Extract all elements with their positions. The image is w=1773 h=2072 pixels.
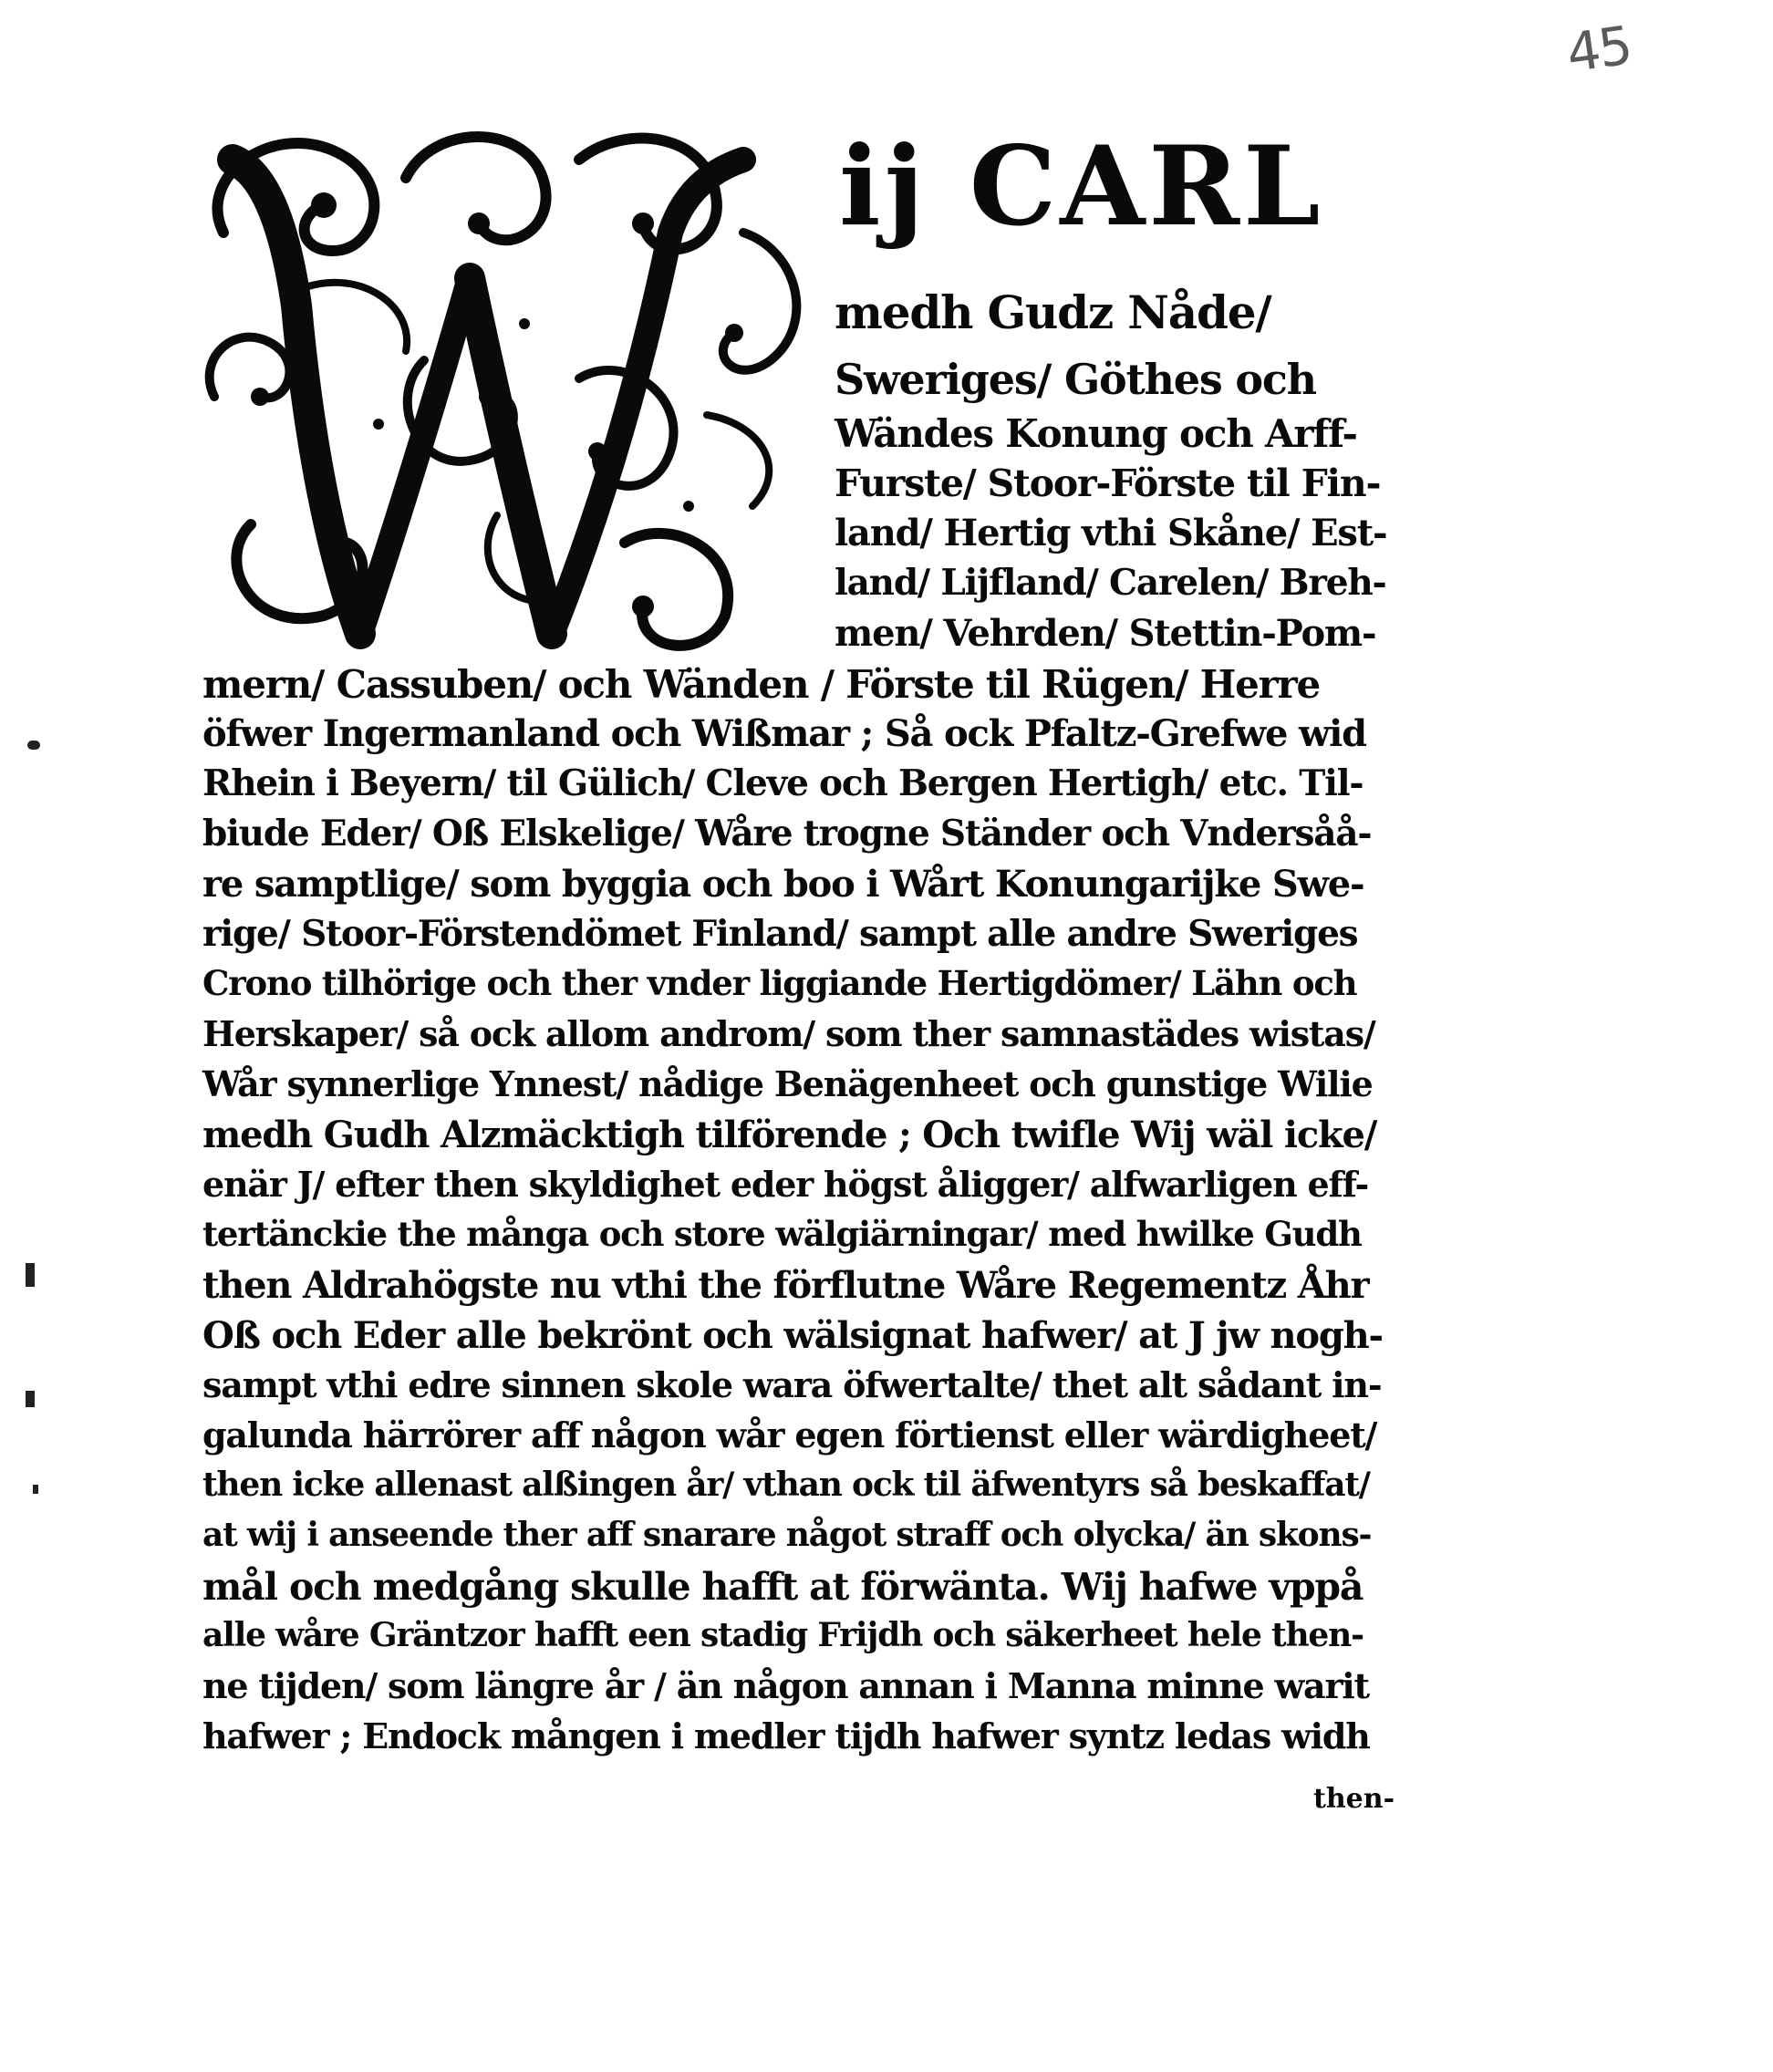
text-line: alle wåre Gräntzor hafft een stadig Frijdh och säkerheet hele then- — [202, 1616, 1363, 1654]
text-line: Crono tilhörige och ther vnder liggiande Hertigdömer/ Lähn och — [202, 963, 1357, 1003]
text-line: Rhein i Beyern/ til Gülich/ Cleve och Bergen Hertigh/ etc. Til- — [202, 762, 1363, 804]
text-line: land/ Lijfland/ Carelen/ Breh- — [835, 562, 1386, 604]
text-line: Herskaper/ så ock allom androm/ som ther samnastädes wistas/ — [202, 1013, 1375, 1054]
text-line: sampt vthi edre sinnen skole wara öfwertalte/ thet alt sådant in- — [202, 1364, 1382, 1405]
document-title: ij CARL — [839, 122, 1324, 251]
text-line: Wändes Konung och Arff- — [835, 411, 1357, 456]
text-line: öfwer Ingermanland och Wißmar ; Så ock Pfaltz-Grefwe wid — [202, 712, 1366, 755]
text-line: land/ Hertig vthi Skåne/ Est- — [835, 512, 1387, 554]
text-line: enär J/ efter then skyldighet eder högst åligger/ alfwarligen eff- — [202, 1164, 1369, 1205]
catchword: then- — [1313, 1783, 1395, 1815]
text-line: then Aldrahögste nu vthi the förflutne Wåre Regementz Åhr — [202, 1264, 1369, 1307]
text-line: Oß och Eder alle bekrönt och wälsignat hafwer/ at J jw nogh- — [202, 1314, 1383, 1357]
text-line: hafwer ; Endock mången i medler tijdh hafwer syntz ledas widh — [202, 1715, 1370, 1756]
margin-speck — [26, 1391, 35, 1407]
text-line: biude Eder/ Oß Elskelige/ Wåre trogne Ständer och Vndersåå- — [202, 813, 1372, 855]
text-line: medh Gudz Nåde/ — [835, 285, 1271, 339]
text-line: galunda härrörer aff någon wår egen förtienst eller wärdigheet/ — [202, 1414, 1377, 1456]
text-line: mern/ Cassuben/ och Wänden / Förste til Rügen/ Herre — [202, 662, 1321, 707]
text-line: Sweriges/ Göthes och — [835, 355, 1316, 404]
text-line: at wij i anseende ther aff snarare något straff och olycka/ än skons- — [202, 1516, 1372, 1554]
margin-speck — [33, 1485, 38, 1494]
text-line: ne tijden/ som längre år / än någon annan i Manna minne warit — [202, 1665, 1369, 1706]
text-line: medh Gudh Alzmäcktigh tilförende ; Och twifle Wij wäl icke/ — [202, 1114, 1377, 1156]
text-line: then icke allenast alßingen år/ vthan ock til äfwentyrs så beskaffat/ — [202, 1466, 1370, 1504]
text-line: rige/ Stoor-Förstendömet Finland/ sampt alle andre Sweriges — [202, 913, 1358, 955]
text-line: tertänckie the många och store wälgiärningar/ med hwilke Gudh — [202, 1214, 1362, 1254]
ornamental-initial-w — [196, 123, 825, 670]
text-line: Wår synnerlige Ynnest/ nådige Benägenheet och gunstige Wilie — [202, 1063, 1373, 1104]
text-line: men/ Vehrden/ Stettin-Pom- — [835, 612, 1376, 655]
text-line: mål och medgång skulle hafft at förwänta. Wij hafwe vppå — [202, 1565, 1363, 1609]
page-number: 45 — [1562, 14, 1635, 85]
margin-speck — [26, 1263, 35, 1287]
margin-speck — [27, 741, 40, 750]
text-line: re samptlige/ som byggia och boo i Wårt Konungarijke Swe- — [202, 863, 1364, 906]
text-line: Furste/ Stoor-Förste til Fin- — [835, 461, 1381, 505]
